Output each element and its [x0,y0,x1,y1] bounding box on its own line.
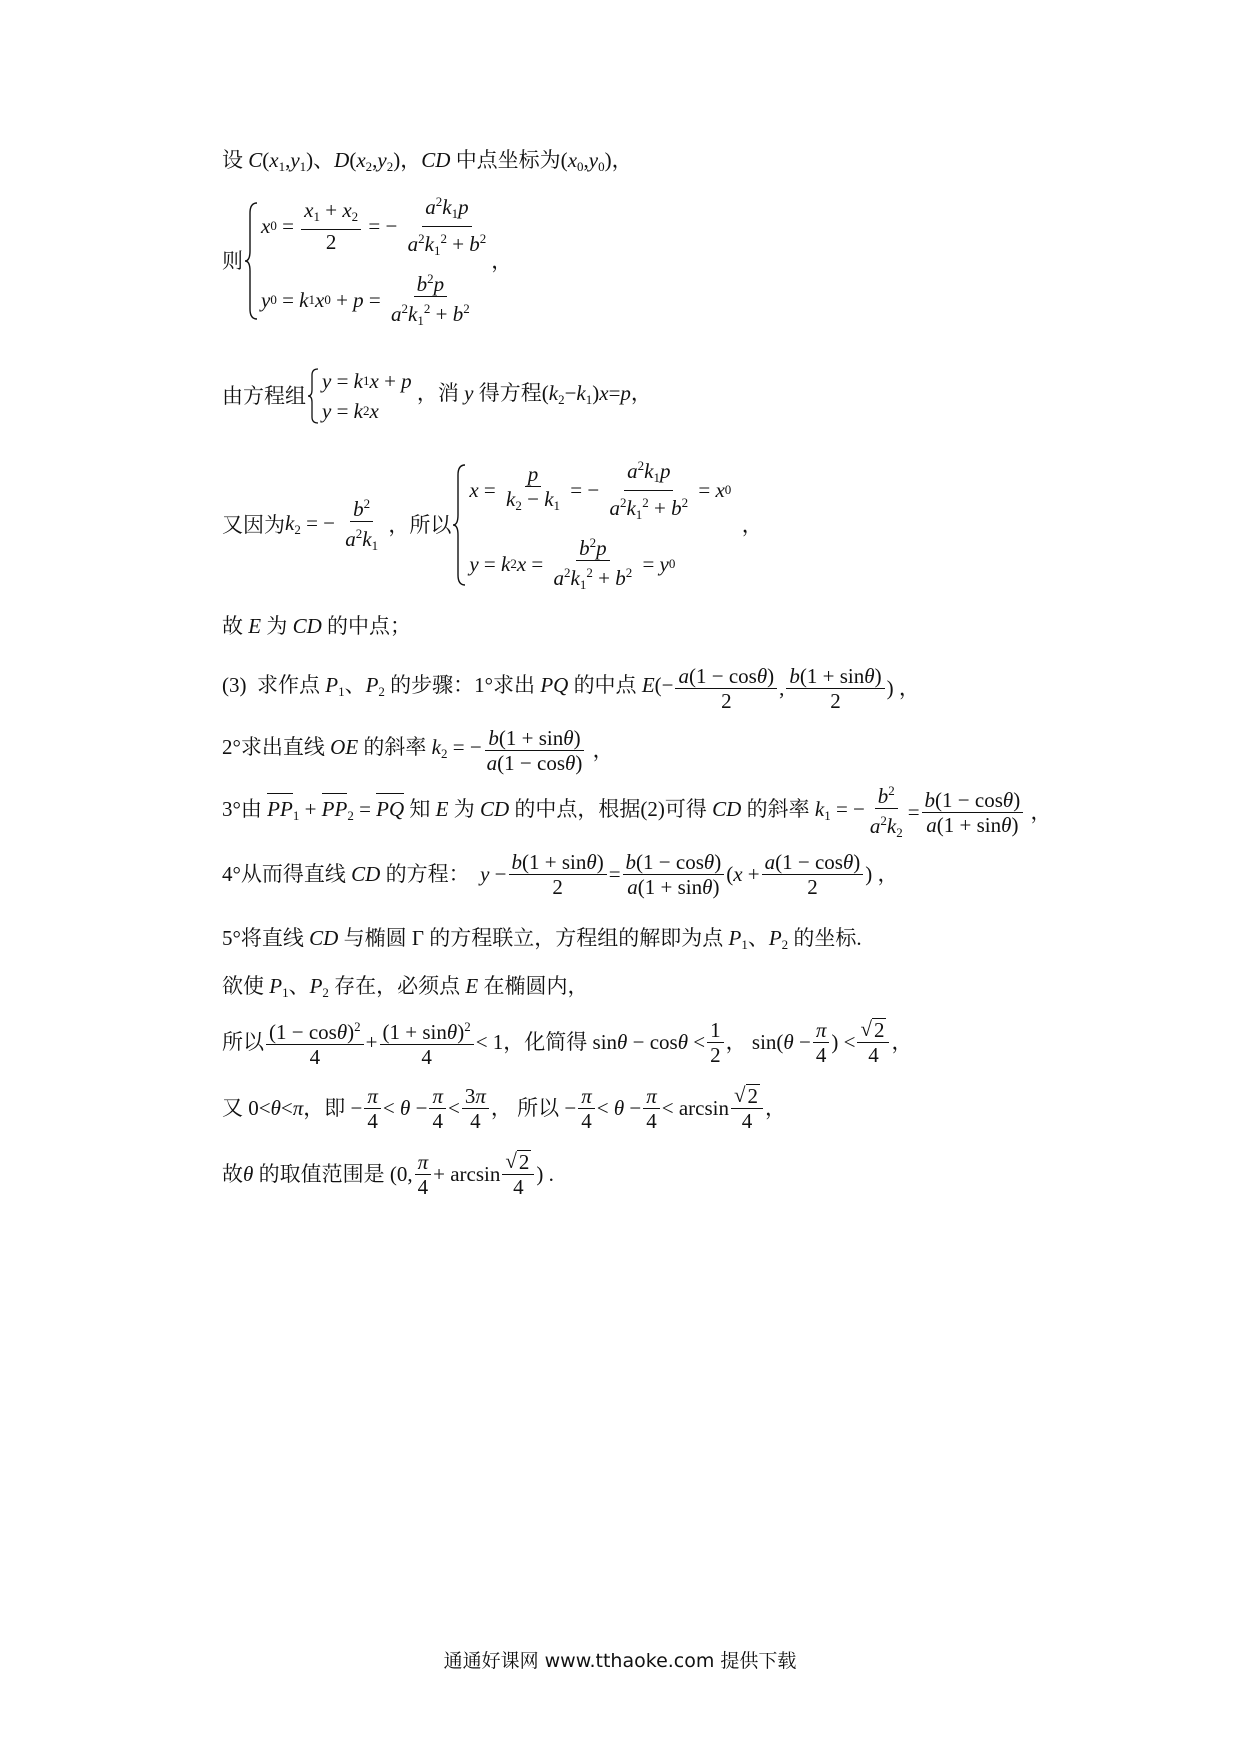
frac-ey: $\frac{b(1 + \sin\theta)}{2}$ [786,665,884,712]
left-brace-icon [308,367,320,425]
text: 故θ 的取值范围是 (0, [222,1162,413,1186]
footer-text: 通通好课网 www.tthaoke.com 提供下载 [443,1650,797,1672]
line-step1: (3) 求作点 $P_1$、$P_2$ 的步骤：1°求出 PQ 的中点 E(− $\frac{a(1 - \cos\theta)}{2}$ , $\frac{b(1 + \sin\theta)}{2}$ ) ， [222,663,920,713]
frac-k2: $\frac{b(1 + \sin\theta)}{a(1 - \cos\theta)}$ [486,725,583,775]
frac-ex: $\frac{a(1 - \cos\theta)}{2}$ [675,665,777,712]
line-range: 又 0<θ<π，即 − $\frac{\pi}{4}$ < θ − $\frac{\pi}{4}$ < $\frac{3\pi}{4}$ ， 所以 − $\frac{\pi}{4}$ < θ − $\frac{\pi}{4}$ < arcsin √ 2 4 ， [222,1083,787,1133]
frac-pi4-d: $\frac{\pi}{4}$ [643,1085,660,1132]
suffix: ， [491,249,513,273]
frac-pi4-e: $\frac{\pi}{4}$ [415,1151,432,1198]
text: 4°从而得直线 CD 的方程： y − [222,862,507,886]
text: 设 $C(x_1,y_1)$、$D(x_2,y_2)$，CD 中点坐标为$(x_0,y_0)$， [222,148,633,174]
text: 所以 [222,1030,264,1054]
frac-slope: $\frac{b(1 - \cos\theta)}{a(1 + \sin\theta)}$ [623,851,725,898]
eq-y0: y 0 = k 1 x 0 + p = $\frac{b^2p}{a^2k_1^2 + b^2}$ [261,268,491,332]
line-step4: 4°从而得直线 CD 的方程： y − $\frac{b(1 + \sin\theta)}{2}$ = $\frac{b(1 - \cos\theta)}{a(1 + \sin\theta)}$ (x + $\frac{a(1 - \cos\theta)}{2}$ ) ， [222,849,899,899]
system-rows [322,367,412,425]
line-step5 [222,924,862,959]
eq-line2: y = k 2 x [322,399,379,423]
frac-half: $\frac{1}{2}$ [707,1019,724,1066]
eq-x0: x 0 = $\frac{x_1 + x_2}{2}$ = − $\frac{a^2k_1p}{a^2k_1^2 + b^2}$ [261,191,491,262]
line-midpoint-system [222,193,513,328]
frac-cos-sq: $\frac{(1 - \cos\theta)^2}{4}$ [266,1016,364,1068]
frac-pi4-b: $\frac{\pi}{4}$ [429,1085,446,1132]
eq-x: x = $\frac{p}{k_2 - k_1}$ = − $\frac{a^2k_1p}{a^2k_1^2 + b^2}$ = x 0 [469,455,731,526]
suffix: ， [731,513,763,537]
text: 5°将直线 CD 与椭圆 Γ 的方程联立，方程组的解即为点 $P_1$、$P_2$ 的坐标. [222,926,862,952]
text: 2°求出直线 OE 的斜率 $k_2$ = − [222,734,482,761]
text: 又 0<θ<π，即 − [222,1096,363,1120]
frac-k1b: $\frac{b(1 - \cos\theta)}{a(1 + \sin\theta)}$ [922,789,1024,836]
frac-k1a: $\frac{b^2}{a^2k_2}$ [867,780,906,844]
line-step3: 3°由 $PP_1 + PP_2$ = PQ 知 E 为 CD 的中点，根据(2)可得 CD 的斜率 $k_1$ = − $\frac{b^2}{a^2k_2}$ = $\frac{b(1 - \cos\theta)}{a(1 + \sin\theta)}$ ， [222,784,1051,840]
text: 欲使 $P_1$、$P_2$ 存在，必须点 E 在椭圆内， [222,974,589,1000]
frac-pi4-c: $\frac{\pi}{4}$ [578,1085,595,1132]
text: 故 E 为 CD 的中点； [222,614,412,638]
system-rows [469,455,731,596]
frac-sin-sq: $\frac{(1 + \sin\theta)^2}{4}$ [380,1016,474,1068]
line-condition [222,972,588,1007]
text: 3°由 $PP_1 + PP_2$ = PQ 知 E 为 CD 的中点，根据(2)可得 CD 的斜率 $k_1$ = − [222,796,865,823]
prefix: 则 [222,249,243,273]
eq-line1: y = k 1 x + p [322,369,412,393]
frac-pi4: $\frac{\pi}{4}$ [813,1019,830,1066]
frac-sqrt2-4: √ 2 4 [857,1018,889,1066]
line-answer: 故θ 的取值范围是 (0, $\frac{\pi}{4}$ + arcsin √ 2 4 ) . [222,1149,554,1199]
left-brace-icon [453,463,467,587]
line-conclusion-midpoint [222,612,411,640]
mid: ，所以 [383,513,452,537]
text: (3) 求作点 $P_1$、$P_2$ 的步骤：1°求出 PQ 的中点 E(− [222,672,674,699]
line-inequality: 所以 $\frac{(1 - \cos\theta)^2}{4}$ + $\frac{(1 + \sin\theta)^2}{4}$ < 1，化简得 sinθ − cosθ < $\frac{1}{2}$ ， sin(θ − $\frac{\pi}{4}$ ) < √ 2 4 ， [222,1017,913,1069]
eq-y: y = k 2 x = $\frac{b^2p}{a^2k_1^2 + b^2}$ = y 0 [469,532,731,596]
line-equation-system [222,366,652,426]
frac-sqrt2-4-c: √ 2 4 [502,1150,534,1198]
suffix: ，消 y 得方程$(k_2-k_1)x=p$， [411,380,652,407]
line-set-points [222,146,633,181]
frac-pi4-a: $\frac{\pi}{4}$ [364,1085,381,1132]
frac-y: $\frac{b(1 + \sin\theta)}{2}$ [509,851,607,898]
prefix: 又因为 [222,513,285,537]
left-brace-icon [245,201,259,321]
line-step2: 2°求出直线 OE 的斜率 $k_2$ = − $\frac{b(1 + \sin\theta)}{a(1 - \cos\theta)}$ ， [222,725,614,775]
k2-expr: $k_2$ = − $\frac{b^2}{a^2k_1}$ [285,493,383,557]
frac-x: $\frac{a(1 - \cos\theta)}{2}$ [762,851,864,898]
prefix: 由方程组 [222,384,306,408]
frac-sqrt2-4-b: √ 2 4 [731,1084,763,1132]
system-rows [261,191,491,332]
frac-3pi4: $\frac{3\pi}{4}$ [462,1085,489,1132]
line-because-k2 [222,457,763,592]
